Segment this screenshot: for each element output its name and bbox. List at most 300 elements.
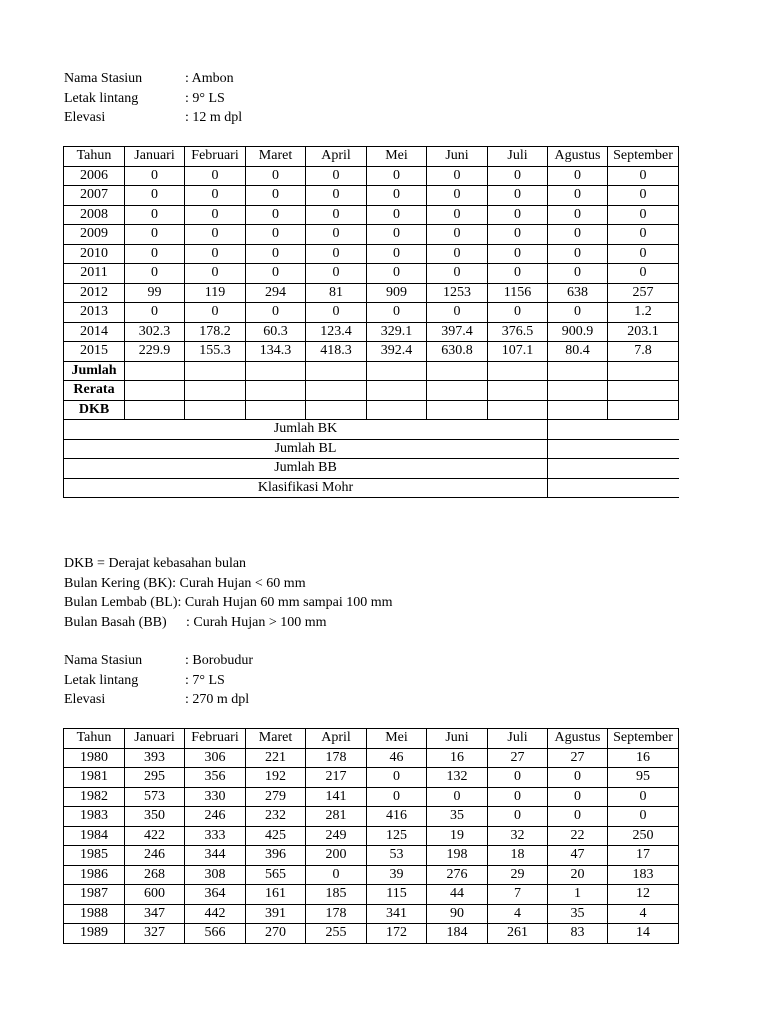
year-cell: 1986 [64, 865, 125, 885]
table-row [64, 225, 679, 245]
year-cell: 1985 [64, 846, 125, 866]
rainfall-cell: 909 [367, 283, 427, 303]
table-row [64, 768, 679, 788]
rainfall-cell: 442 [185, 904, 246, 924]
rainfall-cell: 0 [185, 264, 246, 284]
rainfall-cell: 0 [367, 303, 427, 323]
legend-bb [64, 613, 393, 633]
rainfall-cell: 119 [185, 283, 246, 303]
rainfall-cell: 198 [427, 846, 488, 866]
rainfall-cell: 7 [488, 885, 548, 905]
rainfall-cell: 0 [488, 303, 548, 323]
rainfall-cell: 0 [185, 244, 246, 264]
year-cell: 2010 [64, 244, 125, 264]
rainfall-cell: 566 [185, 924, 246, 944]
rainfall-cell: 44 [427, 885, 488, 905]
footer-value-cell [548, 420, 679, 440]
year-cell: 2014 [64, 322, 125, 342]
summary-row [64, 381, 679, 401]
rainfall-cell: 0 [608, 186, 679, 206]
summary-empty-cell [427, 400, 488, 420]
rainfall-cell: 0 [306, 225, 367, 245]
rainfall-cell: 0 [367, 205, 427, 225]
rainfall-cell: 270 [246, 924, 306, 944]
rainfall-cell: 35 [427, 807, 488, 827]
rainfall-cell: 391 [246, 904, 306, 924]
table-row [64, 904, 679, 924]
rainfall-cell: 12 [608, 885, 679, 905]
rainfall-cell: 0 [367, 186, 427, 206]
rainfall-cell: 0 [488, 225, 548, 245]
summary-label: DKB [64, 400, 125, 420]
year-cell: 1984 [64, 826, 125, 846]
table-row [64, 807, 679, 827]
info-value: : 7° LS [185, 672, 225, 688]
rainfall-cell: 14 [608, 924, 679, 944]
rainfall-cell: 134.3 [246, 342, 306, 362]
rainfall-cell: 573 [125, 787, 185, 807]
rainfall-cell: 0 [125, 205, 185, 225]
rainfall-cell: 1156 [488, 283, 548, 303]
rainfall-cell: 0 [125, 186, 185, 206]
summary-empty-cell [608, 400, 679, 420]
rainfall-cell: 0 [548, 768, 608, 788]
rainfall-cell: 0 [246, 244, 306, 264]
rainfall-cell: 32 [488, 826, 548, 846]
rainfall-cell: 0 [246, 205, 306, 225]
rainfall-cell: 172 [367, 924, 427, 944]
rainfall-cell: 302.3 [125, 322, 185, 342]
rainfall-cell: 35 [548, 904, 608, 924]
rainfall-cell: 418.3 [306, 342, 367, 362]
rainfall-cell: 376.5 [488, 322, 548, 342]
table-row [64, 826, 679, 846]
footer-label: Klasifikasi Mohr [64, 478, 548, 498]
table-row [64, 205, 679, 225]
rainfall-cell: 350 [125, 807, 185, 827]
rainfall-cell: 161 [246, 885, 306, 905]
summary-empty-cell [125, 361, 185, 381]
year-cell: 2015 [64, 342, 125, 362]
table-row [64, 244, 679, 264]
table-row [64, 865, 679, 885]
table-row [64, 342, 679, 362]
info-value: : Borobudur [185, 653, 254, 668]
rainfall-cell: 422 [125, 826, 185, 846]
summary-empty-cell [488, 381, 548, 401]
rainfall-cell: 0 [427, 264, 488, 284]
info-row-elevation [64, 690, 253, 710]
info-row-station-name [64, 69, 242, 89]
station1-info [64, 69, 242, 128]
rainfall-cell: 0 [488, 205, 548, 225]
legend-dkb: DKB = Derajat kebasahan bulan [64, 556, 247, 571]
rainfall-cell: 0 [367, 768, 427, 788]
rainfall-cell: 0 [488, 186, 548, 206]
footer-row [64, 459, 679, 479]
year-cell: 1982 [64, 787, 125, 807]
rainfall-cell: 115 [367, 885, 427, 905]
info-value: : 9° LS [185, 90, 225, 106]
summary-empty-cell [548, 381, 608, 401]
table-row [64, 885, 679, 905]
rainfall-cell: 0 [306, 865, 367, 885]
info-value: : Ambon [185, 71, 234, 86]
rainfall-cell: 0 [185, 205, 246, 225]
rainfall-cell: 341 [367, 904, 427, 924]
summary-empty-cell [246, 400, 306, 420]
column-header: Maret [246, 147, 306, 167]
footer-label: Jumlah BB [64, 459, 548, 479]
rainfall-cell: 393 [125, 748, 185, 768]
summary-empty-cell [608, 361, 679, 381]
column-header: Agustus [548, 729, 608, 749]
rainfall-cell: 0 [427, 225, 488, 245]
footer-row [64, 439, 679, 459]
year-cell: 1981 [64, 768, 125, 788]
column-header: Februari [185, 729, 246, 749]
info-value: : 12 m dpl [185, 110, 243, 125]
rainfall-cell: 0 [548, 264, 608, 284]
rainfall-cell: 217 [306, 768, 367, 788]
year-cell: 1988 [64, 904, 125, 924]
table-row [64, 846, 679, 866]
table-row [64, 924, 679, 944]
rainfall-cell: 39 [367, 865, 427, 885]
rainfall-cell: 0 [488, 787, 548, 807]
info-row-station-name [64, 651, 253, 671]
summary-empty-cell [125, 381, 185, 401]
rainfall-cell: 178 [306, 748, 367, 768]
rainfall-cell: 7.8 [608, 342, 679, 362]
rainfall-cell: 638 [548, 283, 608, 303]
rainfall-cell: 0 [306, 205, 367, 225]
column-header: Juni [427, 147, 488, 167]
rainfall-cell: 221 [246, 748, 306, 768]
summary-empty-cell [548, 400, 608, 420]
rainfall-cell: 0 [367, 225, 427, 245]
year-cell: 2013 [64, 303, 125, 323]
summary-empty-cell [548, 361, 608, 381]
rainfall-cell: 0 [608, 225, 679, 245]
year-cell: 2007 [64, 186, 125, 206]
table-row [64, 322, 679, 342]
rainfall-cell: 327 [125, 924, 185, 944]
rainfall-cell: 20 [548, 865, 608, 885]
rainfall-cell: 397.4 [427, 322, 488, 342]
year-cell: 1989 [64, 924, 125, 944]
rainfall-cell: 16 [608, 748, 679, 768]
rainfall-cell: 0 [246, 303, 306, 323]
legend-bl [64, 593, 393, 613]
column-header: Juli [488, 147, 548, 167]
table-row [64, 264, 679, 284]
summary-empty-cell [488, 361, 548, 381]
rainfall-cell: 17 [608, 846, 679, 866]
table-row [64, 748, 679, 768]
rainfall-cell: 0 [185, 186, 246, 206]
summary-empty-cell [608, 381, 679, 401]
legend-bk-key: Bulan Kering (BK) [64, 575, 173, 591]
header-row [64, 147, 679, 167]
rainfall-cell: 344 [185, 846, 246, 866]
rainfall-cell: 0 [427, 244, 488, 264]
rainfall-cell: 203.1 [608, 322, 679, 342]
rainfall-cell: 396 [246, 846, 306, 866]
rainfall-cell: 185 [306, 885, 367, 905]
table-row [64, 186, 679, 206]
rainfall-cell: 0 [548, 205, 608, 225]
rainfall-cell: 0 [548, 303, 608, 323]
rainfall-cell: 0 [548, 807, 608, 827]
rainfall-cell: 141 [306, 787, 367, 807]
info-row-elevation [64, 108, 242, 128]
rainfall-cell: 0 [427, 787, 488, 807]
footer-row [64, 478, 679, 498]
legend-bb-key: Bulan Basah (BB) [64, 614, 167, 630]
rainfall-cell: 250 [608, 826, 679, 846]
rainfall-cell: 0 [608, 807, 679, 827]
rainfall-cell: 0 [306, 186, 367, 206]
rainfall-cell: 246 [185, 807, 246, 827]
rainfall-cell: 306 [185, 748, 246, 768]
rainfall-cell: 0 [608, 244, 679, 264]
rainfall-cell: 308 [185, 865, 246, 885]
table-row [64, 787, 679, 807]
column-header: September [608, 729, 679, 749]
rainfall-cell: 1.2 [608, 303, 679, 323]
rainfall-cell: 416 [367, 807, 427, 827]
rainfall-cell: 200 [306, 846, 367, 866]
rainfall-cell: 95 [608, 768, 679, 788]
rainfall-cell: 29 [488, 865, 548, 885]
rainfall-cell: 229.9 [125, 342, 185, 362]
rainfall-cell: 53 [367, 846, 427, 866]
column-header: Mei [367, 729, 427, 749]
rainfall-cell: 0 [488, 244, 548, 264]
rainfall-cell: 347 [125, 904, 185, 924]
rainfall-cell: 0 [185, 225, 246, 245]
rainfall-cell: 600 [125, 885, 185, 905]
table-row [64, 166, 679, 186]
summary-label: Jumlah [64, 361, 125, 381]
year-cell: 1987 [64, 885, 125, 905]
summary-row [64, 361, 679, 381]
rainfall-cell: 0 [427, 303, 488, 323]
table-row [64, 303, 679, 323]
rainfall-cell: 392.4 [367, 342, 427, 362]
column-header: Mei [367, 147, 427, 167]
rainfall-cell: 0 [306, 264, 367, 284]
rainfall-cell: 1 [548, 885, 608, 905]
rainfall-cell: 268 [125, 865, 185, 885]
year-cell: 1980 [64, 748, 125, 768]
rainfall-cell: 255 [306, 924, 367, 944]
column-header: Januari [125, 147, 185, 167]
summary-empty-cell [306, 361, 367, 381]
info-key: Nama Stasiun [64, 653, 143, 668]
info-key: Elevasi [64, 692, 106, 707]
rainfall-cell: 0 [246, 166, 306, 186]
rainfall-cell: 0 [548, 166, 608, 186]
rainfall-cell: 0 [367, 264, 427, 284]
summary-empty-cell [125, 400, 185, 420]
rainfall-cell: 565 [246, 865, 306, 885]
summary-label: Rerata [64, 381, 125, 401]
summary-row [64, 400, 679, 420]
rainfall-cell: 0 [246, 186, 306, 206]
summary-empty-cell [306, 400, 367, 420]
station2-info [64, 651, 253, 710]
rainfall-cell: 183 [608, 865, 679, 885]
header-row [64, 729, 679, 749]
rainfall-cell: 364 [185, 885, 246, 905]
column-header: Tahun [64, 729, 125, 749]
rainfall-cell: 80.4 [548, 342, 608, 362]
rainfall-cell: 0 [246, 225, 306, 245]
rainfall-cell: 0 [367, 166, 427, 186]
summary-empty-cell [367, 381, 427, 401]
info-value: : 270 m dpl [185, 692, 250, 707]
info-key: Elevasi [64, 110, 106, 125]
rainfall-cell: 294 [246, 283, 306, 303]
rainfall-cell: 329.1 [367, 322, 427, 342]
summary-empty-cell [185, 381, 246, 401]
rainfall-cell: 246 [125, 846, 185, 866]
rainfall-cell: 90 [427, 904, 488, 924]
rainfall-cell: 425 [246, 826, 306, 846]
footer-label: Jumlah BL [64, 439, 548, 459]
column-header: Januari [125, 729, 185, 749]
rainfall-table-ambon [63, 146, 679, 498]
column-header: April [306, 147, 367, 167]
column-header: Tahun [64, 147, 125, 167]
rainfall-cell: 0 [548, 787, 608, 807]
rainfall-cell: 16 [427, 748, 488, 768]
year-cell: 2008 [64, 205, 125, 225]
rainfall-cell: 27 [548, 748, 608, 768]
year-cell: 1983 [64, 807, 125, 827]
rainfall-cell: 83 [548, 924, 608, 944]
rainfall-cell: 0 [427, 205, 488, 225]
rainfall-cell: 178.2 [185, 322, 246, 342]
table-row [64, 283, 679, 303]
rainfall-cell: 0 [125, 166, 185, 186]
year-cell: 2006 [64, 166, 125, 186]
rainfall-cell: 184 [427, 924, 488, 944]
info-row-latitude [64, 89, 242, 109]
footer-label: Jumlah BK [64, 420, 548, 440]
column-header: September [608, 147, 679, 167]
legend-bb-value: : Curah Hujan > 100 mm [186, 614, 327, 630]
rainfall-cell: 356 [185, 768, 246, 788]
rainfall-cell: 0 [608, 166, 679, 186]
rainfall-cell: 630.8 [427, 342, 488, 362]
summary-empty-cell [185, 361, 246, 381]
column-header: Juli [488, 729, 548, 749]
summary-empty-cell [488, 400, 548, 420]
column-header: Maret [246, 729, 306, 749]
rainfall-cell: 257 [608, 283, 679, 303]
rainfall-cell: 81 [306, 283, 367, 303]
rainfall-cell: 99 [125, 283, 185, 303]
column-header: Februari [185, 147, 246, 167]
summary-empty-cell [306, 381, 367, 401]
rainfall-cell: 178 [306, 904, 367, 924]
summary-empty-cell [246, 361, 306, 381]
rainfall-cell: 0 [548, 186, 608, 206]
rainfall-cell: 0 [488, 807, 548, 827]
info-row-latitude [64, 671, 253, 691]
column-header: April [306, 729, 367, 749]
rainfall-cell: 18 [488, 846, 548, 866]
rainfall-cell: 0 [246, 264, 306, 284]
rainfall-cell: 0 [608, 787, 679, 807]
info-key: Letak lintang [64, 672, 139, 688]
rainfall-cell: 0 [427, 186, 488, 206]
rainfall-cell: 1253 [427, 283, 488, 303]
legend-bl-key: Bulan Lembab (BL) [64, 595, 178, 610]
rainfall-cell: 27 [488, 748, 548, 768]
rainfall-cell: 0 [306, 244, 367, 264]
rainfall-cell: 0 [608, 205, 679, 225]
column-header: Agustus [548, 147, 608, 167]
rainfall-cell: 47 [548, 846, 608, 866]
rainfall-cell: 0 [367, 787, 427, 807]
summary-empty-cell [427, 381, 488, 401]
rainfall-cell: 0 [488, 264, 548, 284]
rainfall-cell: 276 [427, 865, 488, 885]
summary-empty-cell [246, 381, 306, 401]
rainfall-cell: 0 [125, 303, 185, 323]
rainfall-cell: 22 [548, 826, 608, 846]
column-header: Juni [427, 729, 488, 749]
info-key: Nama Stasiun [64, 71, 143, 86]
rainfall-cell: 0 [488, 166, 548, 186]
rainfall-cell: 4 [488, 904, 548, 924]
rainfall-cell: 261 [488, 924, 548, 944]
legend-bk [64, 574, 393, 594]
rainfall-cell: 60.3 [246, 322, 306, 342]
year-cell: 2011 [64, 264, 125, 284]
rainfall-cell: 279 [246, 787, 306, 807]
rainfall-cell: 249 [306, 826, 367, 846]
rainfall-cell: 333 [185, 826, 246, 846]
footer-value-cell [548, 439, 679, 459]
summary-empty-cell [367, 361, 427, 381]
rainfall-cell: 107.1 [488, 342, 548, 362]
legend [64, 554, 393, 632]
rainfall-cell: 0 [306, 166, 367, 186]
rainfall-cell: 295 [125, 768, 185, 788]
rainfall-cell: 192 [246, 768, 306, 788]
footer-value-cell [548, 459, 679, 479]
rainfall-cell: 0 [185, 166, 246, 186]
footer-value-cell [548, 478, 679, 498]
rainfall-cell: 4 [608, 904, 679, 924]
footer-row [64, 420, 679, 440]
legend-bk-value: : Curah Hujan < 60 mm [172, 575, 306, 591]
rainfall-cell: 46 [367, 748, 427, 768]
year-cell: 2009 [64, 225, 125, 245]
rainfall-cell: 0 [427, 166, 488, 186]
rainfall-cell: 0 [306, 303, 367, 323]
rainfall-cell: 0 [608, 264, 679, 284]
rainfall-cell: 0 [488, 768, 548, 788]
rainfall-cell: 0 [125, 244, 185, 264]
rainfall-cell: 123.4 [306, 322, 367, 342]
info-key: Letak lintang [64, 90, 139, 106]
